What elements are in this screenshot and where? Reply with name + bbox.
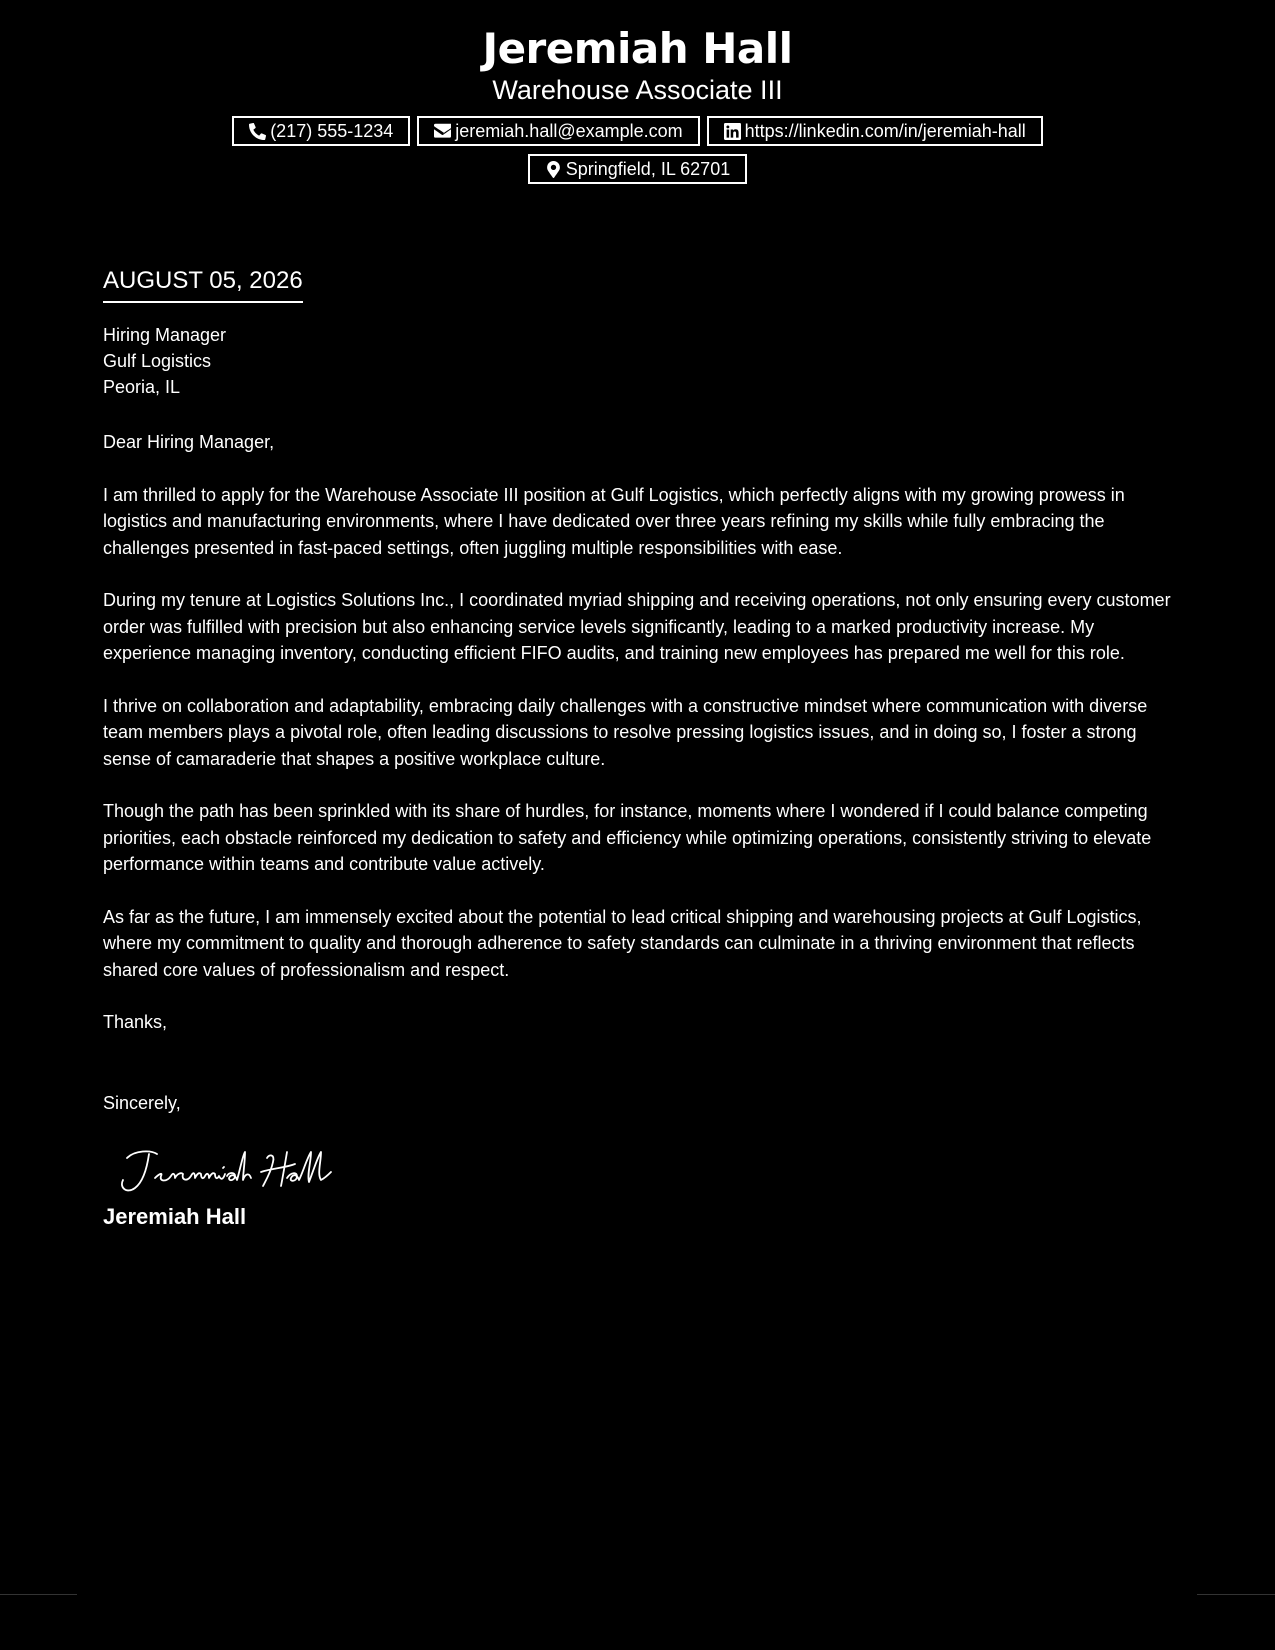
footer-rule-left bbox=[0, 1594, 77, 1595]
linkedin-icon bbox=[724, 123, 741, 140]
contact-linkedin[interactable] bbox=[707, 116, 1043, 146]
phone-icon bbox=[249, 123, 266, 140]
contact-email[interactable] bbox=[417, 116, 699, 146]
signer-name: Jeremiah Hall bbox=[103, 1204, 247, 1229]
recipient-company: Gulf Logistics bbox=[103, 351, 212, 371]
letter-body bbox=[103, 265, 1175, 1231]
email-address: jeremiah.hall@example.com bbox=[455, 121, 683, 141]
contact-phone[interactable] bbox=[232, 116, 410, 146]
letter-header bbox=[0, 0, 1275, 184]
applicant-job-title: Warehouse Associate III bbox=[492, 75, 783, 105]
body-paragraph: I am thrilled to apply for the Warehouse Associate III position at Gulf Logistics, which perfectly aligns with my growing prowess in logistics and manufacturing environments, where I have dedicated over three years refining my skills while fully embracing the challenges presented in fast-paced settings, often juggling multiple responsibilities with ease. bbox=[103, 484, 1125, 558]
footer-rule-right bbox=[1197, 1594, 1275, 1595]
letter-date: AUGUST 05, 2026 bbox=[103, 265, 303, 303]
body-paragraph: As far as the future, I am immensely excited about the potential to lead critical shipping and warehousing projects at Gulf Logistics, where my commitment to quality and thorough adherence to safety standards can culminate in a thriving environment that reflects shared core values of professionalism and respect. bbox=[103, 906, 1142, 980]
recipient-name: Hiring Manager bbox=[103, 325, 227, 345]
linkedin-url: https://linkedin.com/in/jeremiah-hall bbox=[744, 121, 1026, 141]
contact-location[interactable] bbox=[528, 154, 747, 184]
contact-list bbox=[208, 116, 1068, 184]
phone-number: (217) 555-1234 bbox=[270, 121, 394, 141]
recipient-block bbox=[103, 322, 1175, 400]
location-text: Springfield, IL 62701 bbox=[565, 159, 731, 179]
handwritten-signature bbox=[117, 1144, 1175, 1196]
recipient-location: Peoria, IL bbox=[103, 377, 181, 397]
body-paragraph: Though the path has been sprinkled with its share of hurdles, for instance, moments where I wondered if I could balance competing priorities, each obstacle reinforced my dedication to safety and efficiency while optimizing operations, consistently striving to elevate performance within teams and contribute value actively. bbox=[103, 801, 1152, 874]
closing-thanks: Thanks, bbox=[103, 1012, 168, 1032]
body-paragraph: I thrive on collaboration and adaptability, embracing daily challenges with a constructive mindset where communication with diverse team members plays a pivotal role, often leading discussions to resolve pressing logistics issues, and in doing so, I foster a strong sense of camaraderie that shapes a positive workplace culture. bbox=[103, 695, 1148, 769]
envelope-icon bbox=[434, 123, 451, 140]
closing-sign-off: Sincerely, bbox=[103, 1092, 181, 1113]
applicant-name: Jeremiah Hall bbox=[482, 24, 793, 73]
body-paragraph: During my tenure at Logistics Solutions Inc., I coordinated myriad shipping and receiving operations, not only ensuring every customer order was fulfilled with precision but also enhancing service levels significantly, leading to a marked productivity increase. My experience managing inventory, conducting efficient FIFO audits, and training new employees has prepared me well for this role. bbox=[103, 590, 1171, 663]
salutation: Dear Hiring Manager, bbox=[103, 432, 275, 452]
signature-graphic bbox=[117, 1144, 357, 1196]
map-marker-icon bbox=[545, 161, 562, 178]
